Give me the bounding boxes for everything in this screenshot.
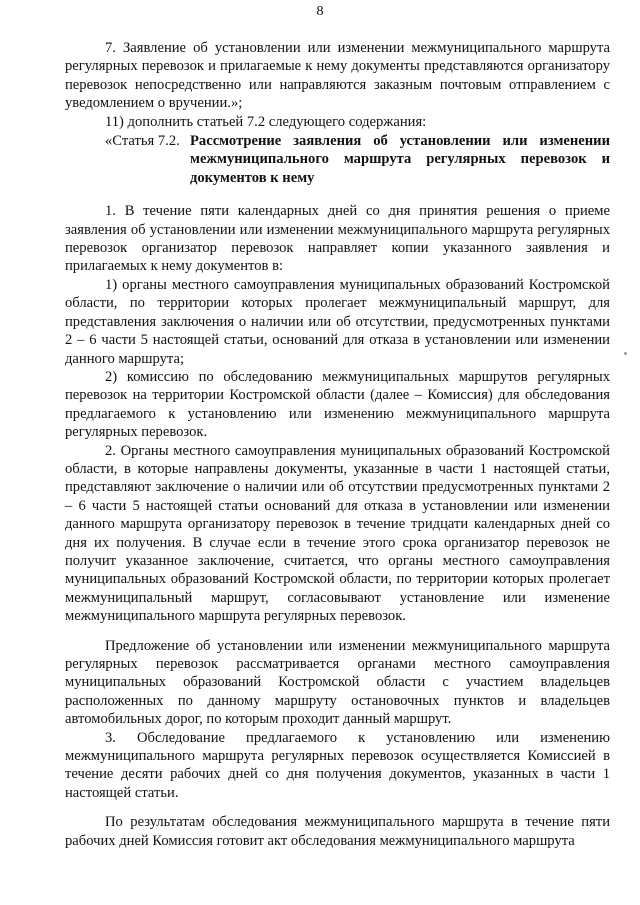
paragraph-proposal: Предложение об установлении или изменении межмуниципального маршрута регулярных перевозок рассматривается органами местного самоуправления муниципальных образований Костромской области с участием владельцев расположенных по данному маршруту остановочных пунктов и владельцев автомобильных дорог, по которым проходит данный маршрут. [65, 637, 610, 728]
paragraph-7-application: 7. Заявление об установлении или изменении межмуниципального маршрута регулярных перевозок и прилагаемые к нему документы представляются организатору перевозок непосредственно или направляются заказным почтовым отправлением с уведомлением о вручении.»; [65, 40, 610, 112]
margin-mark [624, 352, 627, 355]
article-heading [65, 132, 610, 187]
paragraph-item-2: 2) комиссию по обследованию межмуниципальных маршрутов регулярных перевозок на территории Костромской области (далее – Комиссия) для обследования предлагаемого к установлению или изменению межмуниципального маршрута регулярных перевозок. [65, 368, 610, 441]
paragraph-item-1: 1) органы местного самоуправления муниципальных образований Костромской области, по территории которых пролегает межмуниципальный маршрут, для представления заключения о наличии или об отсутствии, предусмотренных пунктами 2 – 6 части 5 настоящей статьи, оснований для отказа в установлении или изменении данного маршрута; [65, 276, 610, 367]
page-number: 8 [316, 4, 324, 19]
paragraph-part-2: 2. Органы местного самоуправления муниципальных образований Костромской области, в которые направлены документы, указанные в части 1 настоящей статьи, представляют заключение о наличии или об отсутствии предусмотренных пунктами 2 – 6 части 5 настоящей статьи оснований для отказа в установлении или изменении данного маршрута организатору перевозок в течение тридцати календарных дней со дня их получения. В случае если в течение этого срока организатор перевозок не получит указанное заключение, считается, что органы местного самоуправления муниципальных образований Костромской области, по территории которых пролегает межмуниципальный маршрут, согласовывают установление или изменение межмуниципального маршрута регулярных перевозок. [65, 442, 610, 625]
paragraph-results: По результатам обследования межмуниципального маршрута в течение пяти рабочих дней Комиссия готовит акт обследования межмуниципального маршрута [65, 814, 610, 849]
article-title: Рассмотрение заявления об установлении или изменении межмуниципального маршрута регулярных перевозок и документов к нему [190, 133, 610, 186]
article-label: «Статья 7.2. [105, 133, 180, 150]
paragraph-amendment-11: 11) дополнить статьей 7.2 следующего содержания: [105, 113, 427, 130]
paragraph-part-1: 1. В течение пяти календарных дней со дня принятия решения о приеме заявления об установлении или изменении межмуниципального маршрута регулярных перевозок организатор перевозок направляет копии указанного заявления и прилагаемых к нему документов в: [65, 203, 610, 275]
paragraph-part-3: 3. Обследование предлагаемого к установлению или изменению межмуниципального маршрута регулярных перевозок осуществляется Комиссией в течение десяти рабочих дней со дня получения документов, указанных в части 1 настоящей статьи. [65, 729, 610, 801]
document-body [65, 39, 610, 850]
